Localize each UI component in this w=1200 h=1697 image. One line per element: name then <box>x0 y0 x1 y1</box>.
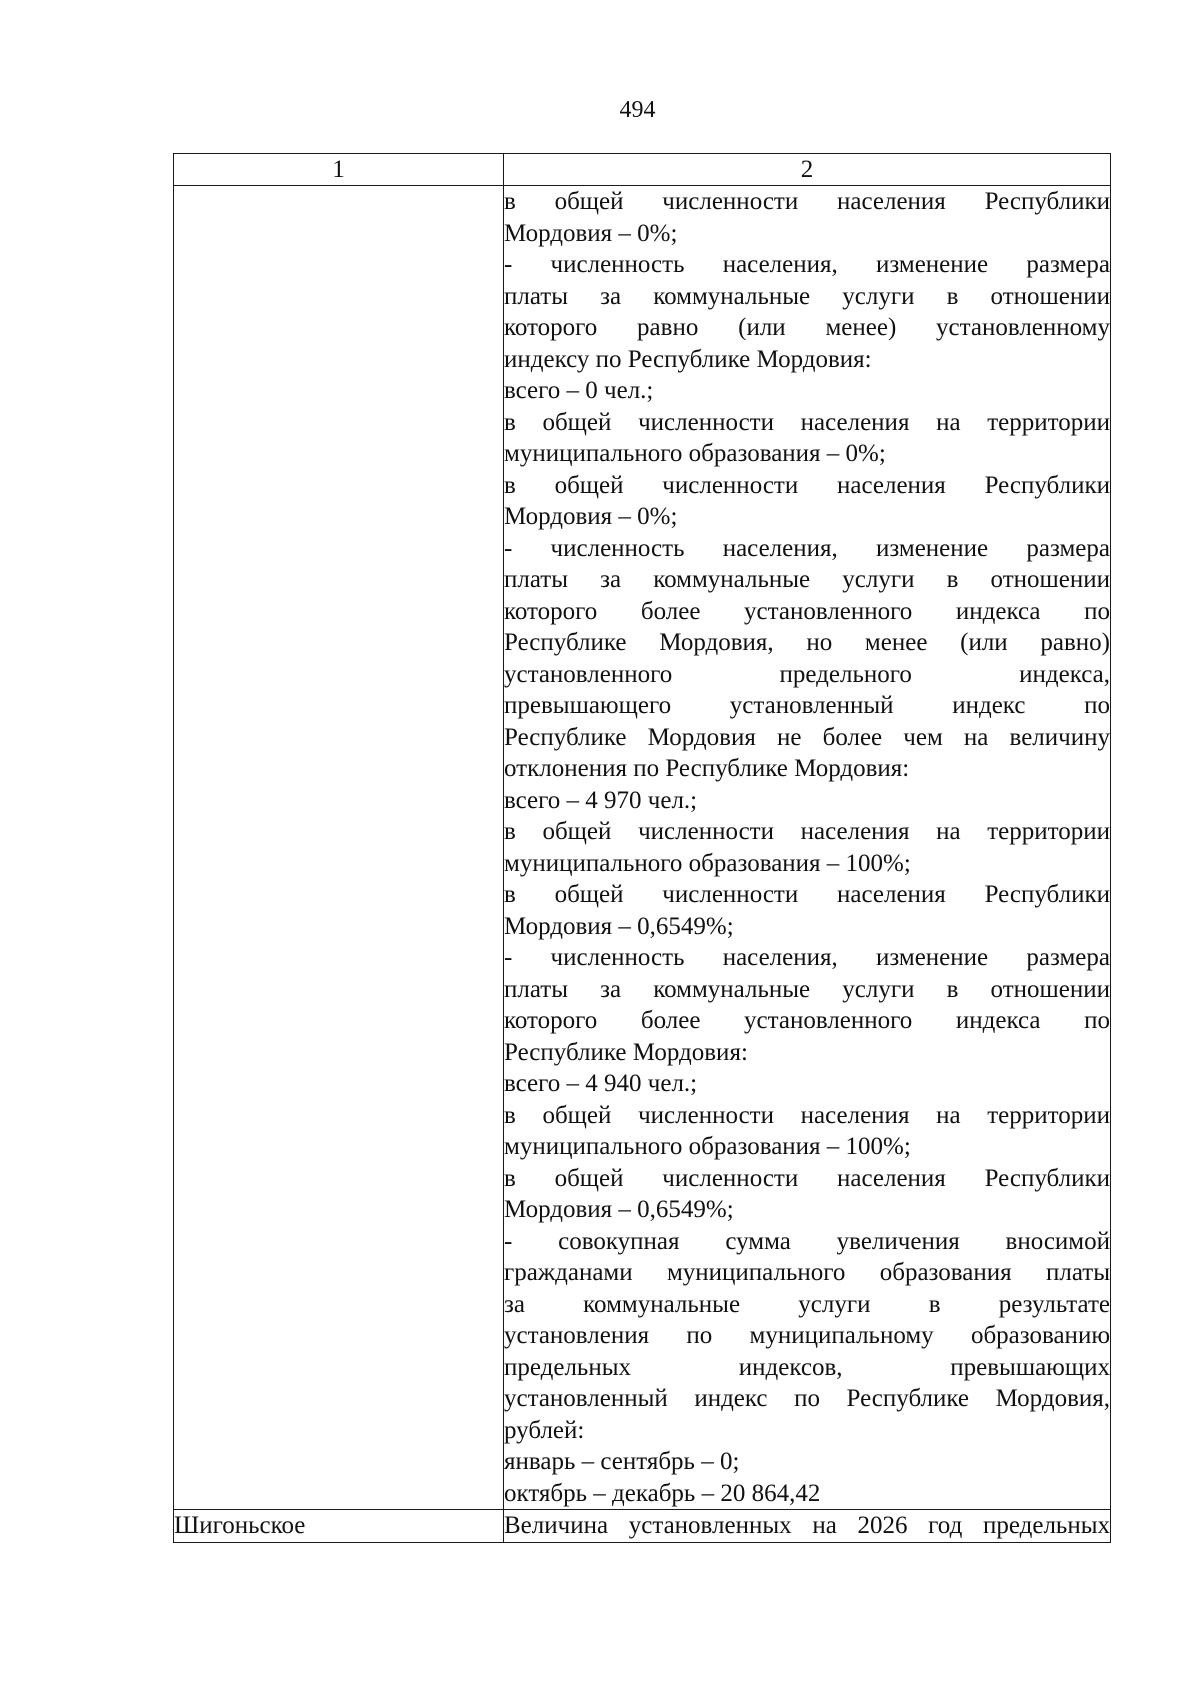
text-line: платы за коммунальные услуги в отношении <box>504 282 1110 310</box>
text-line: Мордовия – 0,6549%; <box>504 912 734 940</box>
text-line: в общей численности населения Республики <box>504 471 1110 499</box>
text-line: январь – сентябрь – 0; <box>504 1448 740 1475</box>
column-header-1: 1 <box>174 154 504 186</box>
text-line: установленного предельного индекса, <box>504 660 1110 688</box>
text-line: - численность населения, изменение размера <box>504 534 1110 562</box>
text-line: муниципального образования – 100%; <box>504 1133 911 1160</box>
text-line: гражданами муниципального образования платы <box>504 1259 1110 1286</box>
text-line: в общей численности населения Республики <box>504 188 1110 215</box>
text-line: Мордовия – 0,6549%; <box>504 1196 734 1223</box>
text-line: всего – 4 970 чел.; <box>504 786 698 814</box>
text-line: которого более установленного индекса по <box>504 1007 1110 1034</box>
text-line: - численность населения, изменение размера <box>504 251 1110 278</box>
text-line: - численность населения, изменение размера <box>504 944 1110 971</box>
text-line: индексу по Республике Мордовия: <box>504 345 872 373</box>
text-line: отклонения по Республике Мордовия: <box>504 755 910 782</box>
text-line: муниципального образования – 100%; <box>504 849 911 877</box>
text-line: - совокупная сумма увеличения вносимой <box>504 1227 1110 1255</box>
text-line: в общей численности населения на территории <box>504 408 1110 436</box>
text-line: установленный индекс по Республике Мордовия, <box>504 1385 1110 1412</box>
text-line: всего – 4 940 чел.; <box>504 1070 698 1097</box>
text-line: которого более установленного индекса по <box>504 597 1110 625</box>
text-line: муниципального образования – 0%; <box>504 440 886 467</box>
municipality-cell-empty <box>174 186 504 1510</box>
text-line: Республике Мордовия, но менее (или равно) <box>504 629 1110 656</box>
text-line: Республике Мордовия: <box>504 1038 748 1066</box>
text-line: установления по муниципальному образованию <box>504 1322 1110 1349</box>
column-header-2: 2 <box>504 154 1111 186</box>
text-line: превышающего установленный индекс по <box>504 692 1110 719</box>
text-line: Мордовия – 0%; <box>504 503 678 530</box>
indicators-cell <box>504 1510 1111 1543</box>
text-line: платы за коммунальные услуги в отношении <box>504 566 1110 593</box>
text-line: рублей: <box>504 1416 585 1444</box>
text-line: платы за коммунальные услуги в отношении <box>504 975 1110 1003</box>
text-line: за коммунальные услуги в результате <box>504 1290 1110 1318</box>
page-number: 494 <box>619 97 656 123</box>
text-line: октябрь – декабрь – 20 864,42 <box>504 1479 821 1507</box>
column-number-row <box>174 154 1111 186</box>
text-line: Мордовия – 0%; <box>504 219 678 247</box>
text-line: в общей численности населения на территории <box>504 1101 1110 1129</box>
text-line: Величина установленных на 2026 год предельных <box>504 1512 1110 1539</box>
text-line: предельных индексов, превышающих <box>504 1353 1110 1381</box>
municipality-name: Шигоньское <box>174 1510 504 1543</box>
indicators-cell <box>504 186 1111 1510</box>
text-line: Республике Мордовия не более чем на величину <box>504 723 1110 751</box>
text-line: в общей численности населения Республики <box>504 881 1110 908</box>
table-row <box>174 186 1111 1510</box>
table-row <box>174 1510 1111 1543</box>
text-line: в общей численности населения на территории <box>504 818 1110 845</box>
text-line: всего – 0 чел.; <box>504 377 654 404</box>
text-line: которого равно (или менее) установленному <box>504 314 1110 341</box>
indices-table <box>173 153 1111 1543</box>
text-line: в общей численности населения Республики <box>504 1164 1110 1192</box>
